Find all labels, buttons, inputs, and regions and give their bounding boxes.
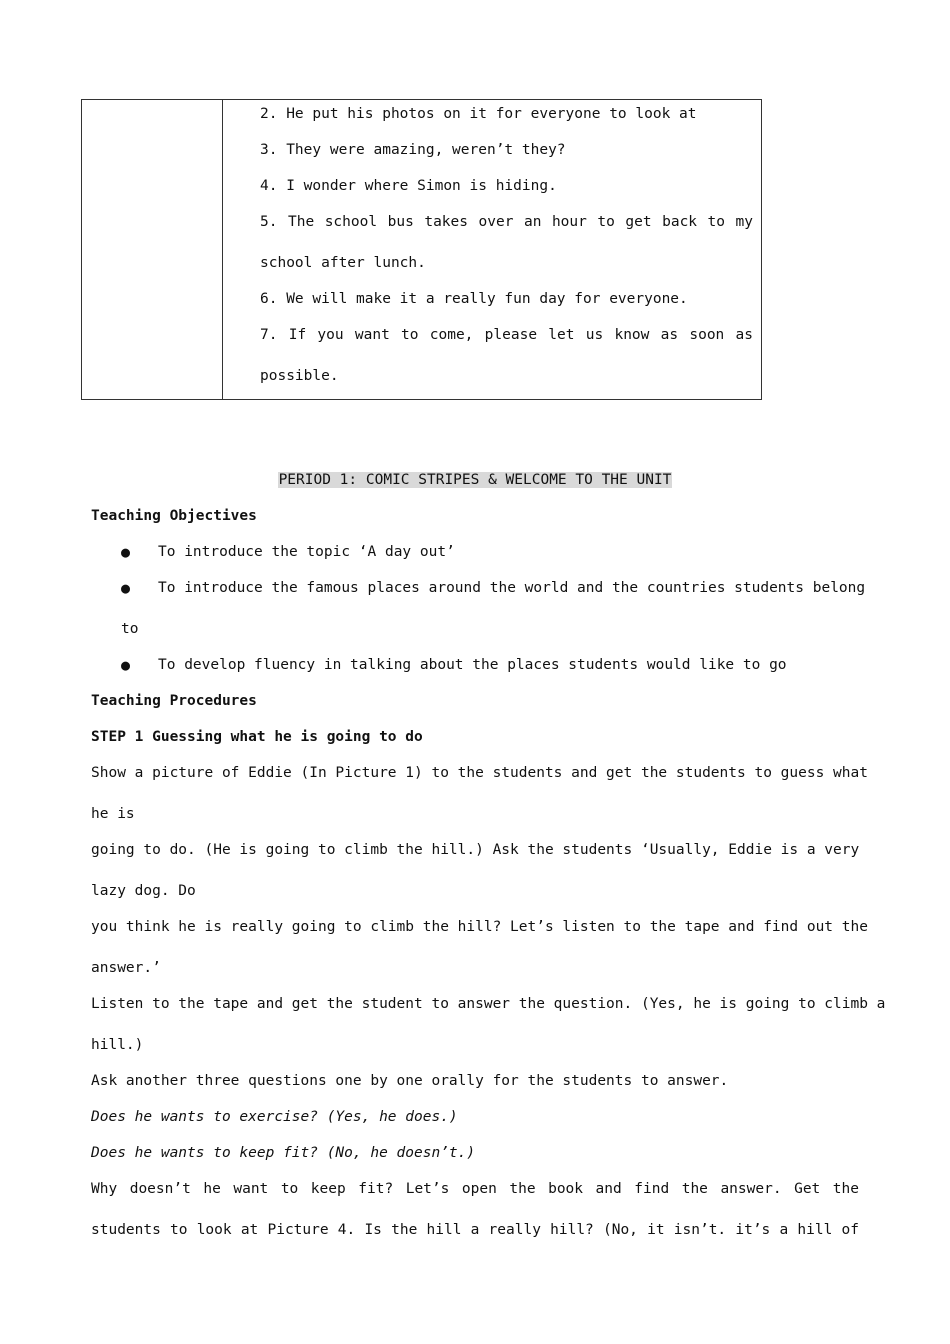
objective-item-1: To introduce the topic ‘A day out’ xyxy=(158,544,455,560)
bullet-icon: ● xyxy=(121,543,131,561)
body-line: Listen to the tape and get the student to answer the question. (Yes, he is going to climb a xyxy=(91,996,886,1012)
continued-table xyxy=(81,99,762,400)
body-line: he is xyxy=(91,806,135,822)
body-line: lazy dog. Do xyxy=(91,883,196,899)
question-line: Does he wants to keep fit? (No, he doesn’t.) xyxy=(91,1145,476,1161)
step1-heading: STEP 1 Guessing what he is going to do xyxy=(91,729,423,745)
period-title xyxy=(0,470,950,490)
bullet-icon: ● xyxy=(121,579,131,597)
table-item-6: 6. We will make it a really fun day for everyone. xyxy=(260,291,688,307)
body-line: you think he is really going to climb the hill? Let’s listen to the tape and find out the xyxy=(91,919,868,935)
body-line: students to look at Picture 4. Is the hill a really hill? (No, it isn’t. it’s a hill of xyxy=(91,1222,859,1238)
body-line: Ask another three questions one by one orally for the students to answer. xyxy=(91,1073,729,1089)
period-title-text: PERIOD 1: COMIC STRIPES & WELCOME TO THE UNIT xyxy=(278,472,672,488)
table-item-5: 5. The school bus takes over an hour to get back to my xyxy=(260,214,753,230)
table-item-2: 2. He put his photos on it for everyone to look at xyxy=(260,106,697,122)
table-item-7: 7. If you want to come, please let us know as soon as xyxy=(260,327,753,343)
table-cell-sentences xyxy=(223,100,761,399)
body-line: Show a picture of Eddie (In Picture 1) to the students and get the students to guess what xyxy=(91,765,868,781)
body-line: Why doesn’t he want to keep fit? Let’s open the book and find the answer. Get the xyxy=(91,1181,859,1197)
body-line: hill.) xyxy=(91,1037,144,1053)
bullet-icon: ● xyxy=(121,656,131,674)
table-item-3: 3. They were amazing, weren’t they? xyxy=(260,142,566,158)
objective-item-2: To introduce the famous places around the world and the countries students belong xyxy=(158,580,866,596)
table-item-4: 4. I wonder where Simon is hiding. xyxy=(260,178,557,194)
table-item-5-cont: school after lunch. xyxy=(260,255,426,271)
body-line: answer.’ xyxy=(91,960,161,976)
objectives-heading: Teaching Objectives xyxy=(91,508,257,524)
table-item-7-cont: possible. xyxy=(260,368,339,384)
question-line: Does he wants to exercise? (Yes, he does.) xyxy=(91,1109,458,1125)
objective-item-3: To develop fluency in talking about the places students would like to go xyxy=(158,657,787,673)
body-line: going to do. (He is going to climb the hill.) Ask the students ‘Usually, Eddie is a very xyxy=(91,842,860,858)
objective-item-2-cont: to xyxy=(121,621,139,637)
procedures-heading: Teaching Procedures xyxy=(91,693,257,709)
